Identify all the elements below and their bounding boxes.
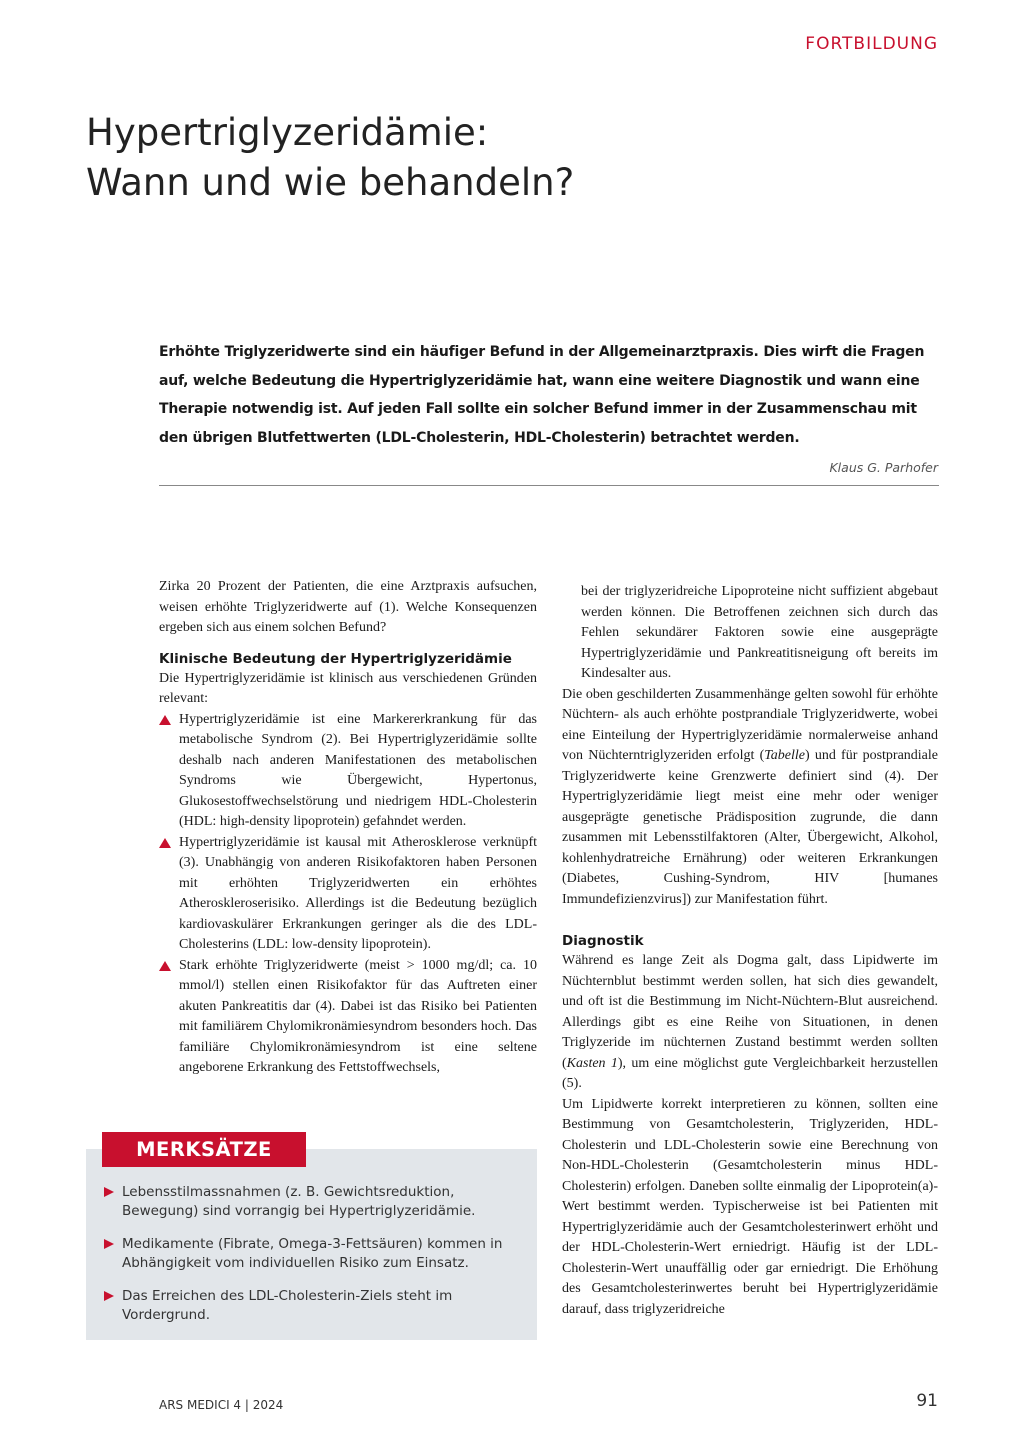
divider (159, 485, 939, 486)
article-title-line-2: Wann und wie behandeln? (86, 161, 575, 204)
section-heading: Klinische Bedeutung der Hypertriglyzeridämie (159, 650, 512, 667)
list-item (159, 710, 537, 833)
key-point-text: Lebensstilmassnahmen (z. B. Gewichtsreduktion, Bewegung) sind vorrangig bei Hypertriglyzeridämie. (122, 1184, 476, 1219)
key-point-text: Medikamente (Fibrate, Omega-3-Fettsäuren) kommen in Abhängigkeit vom individuellen Risiko zum Einsatz. (122, 1236, 503, 1271)
key-point-item (104, 1235, 514, 1273)
body-paragraph (562, 951, 938, 1095)
bullet-list (159, 710, 537, 1079)
journal-footer: ARS MEDICI 4 | 2024 (159, 1398, 284, 1412)
key-point-text: Das Erreichen des LDL-Cholesterin-Ziels steht im Vordergrund. (122, 1288, 453, 1323)
list-item-text: Stark erhöhte Triglyzeridwerte (meist > 1000 mg/dl; ca. 10 mmol/l) stellen einen Risikofaktor für das Auftreten einer akuten Pankreatitis dar (4). Dabei ist das Risiko bei Patienten mit familiärem Chylomikronämiesyndrom besonders hoch. Das familiäre Chylomikronämiesyndrom ist eine seltene angeborene Erkrankung des Fettstoffwechsels, (179, 957, 537, 1075)
body-paragraph (562, 685, 938, 911)
body-paragraph: Um Lipidwerte korrekt interpretieren zu können, sollten eine Bestimmung von Gesamtcholesterin, Triglyzeriden, HDL-Cholesterin und LDL-Cholesterin sowie eine Berechnung von Non-HDL-Cholesterin (Gesamtcholesterin minus HDL-Cholesterin) erfolgen. Daneben sollte einmalig der Lipoprotein(a)-Wert bestimmt werden. Typischerweise ist bei Patienten mit Hypertriglyzeridämie auch der Gesamtcholesterinwert erhöht und der HDL-Cholesterin-Wert erniedrigt. Häufig ist der LDL-Cholesterin-Wert unauffällig oder gar erniedrigt. Die Erhöhung des Gesamtcholesterinwertes beruht bei Hypertriglyzeridämie darauf, dass triglyzeridreiche (562, 1096, 938, 1317)
key-point-item (104, 1287, 514, 1325)
table-reference: Tabelle (764, 748, 805, 763)
intro-paragraph: Zirka 20 Prozent der Patienten, die eine Arztpraxis aufsuchen, weisen erhöhte Triglyzeridwerte auf (1). Welche Konsequenzen ergeben sich aus einem solchen Befund? (159, 579, 537, 635)
body-paragraph: Die Hypertriglyzeridämie ist klinisch aus verschiedenen Gründen relevant: (159, 670, 537, 706)
arrow-bullet-icon (104, 1187, 114, 1197)
author: Klaus G. Parhofer (829, 460, 938, 475)
list-item-text: Hypertriglyzeridämie ist eine Markererkrankung für das metabolische Syndrom (2). Bei Hypertriglyzeridämie sollte deshalb nach anderen Manifestationen des metabolischen Syndroms wie Übergewicht, Hypertonus, Glukosestoffwechselstörung und niedrigem HDL-Cholesterin (HDL: high-density lipoprotein) gefahndet werden. (179, 711, 537, 829)
list-item-text: Hypertriglyzeridämie ist kausal mit Atherosklerose verknüpft (3). Unabhängig von anderen Risikofaktoren haben Personen mit erhöhten Triglyzeridwerten ein erhöhtes Atheroskleroserisiko. Allerdings ist die Bedeutung bezüglich kardiovaskulärer Erkrankungen geringer als die des LDL-Cholesterins (LDL: low-density lipoprotein). (179, 834, 537, 952)
triangle-bullet-icon (159, 715, 171, 725)
text-run: Die oben geschilderten Zusammenhänge gelten sowohl für erhöhte Nüchtern- als auch erhöhte postprandiale Triglyzeridwerte, wobei eine Einteilung der Hypertriglyzeridämie normalerweise anhand von Nüchterntriglyzeriden erfolgt ( (562, 686, 938, 763)
text-run: Während es lange Zeit als Dogma galt, dass Lipidwerte im Nüchternblut bestimmt werden sollen, hat sich dies gewandelt, und oft ist die Bestimmung im Nicht-Nüchtern-Blut ausreichend. Allerdings gibt es eine Reihe von Situationen, in denen Triglyzeride im nüchternen Zustand bestimmt werden sollten ( (562, 953, 938, 1071)
column-right (562, 582, 938, 1320)
key-points-list (104, 1183, 514, 1339)
article-title (86, 108, 886, 208)
section-label: FORTBILDUNG (805, 34, 938, 54)
text-run: ) und für postprandiale Triglyzeridwerte keine Grenzwerte definiert sind (4). Der Hypertriglyzeridämie liegt meist eine mehr oder weniger ausgeprägte genetische Prädisposition zugrunde, die dann zusammen mit Lebensstilfaktoren (Alter, Übergewicht, Alkohol, kohlenhydratreiche Ernährung) oder weiteren Erkrankungen (Diabetes, Cushing-Syndrom, HIV [humanes Immundefizienzvirus]) zur Manifestation führt. (562, 748, 938, 907)
lead-paragraph: Erhöhte Triglyzeridwerte sind ein häufiger Befund in der Allgemeinarztpraxis. Dies wirft die Fragen auf, welche Bedeutung die Hypertriglyzeridämie hat, wann eine weitere Diagnostik und wann eine Therapie notwendig ist. Auf jeden Fall sollte ein solcher Befund immer in der Zusammenschau mit den übrigen Blutfettwerten (LDL-Cholesterin, HDL-Cholesterin) betrachtet werden. (159, 344, 925, 446)
list-item (159, 833, 537, 956)
arrow-bullet-icon (104, 1291, 114, 1301)
continuation-paragraph: bei der triglyzeridreiche Lipoproteine nicht suffizient abgebaut werden können. Die Betroffenen zeichnen sich durch das Fehlen sekundärer Faktoren sowie eine ausgeprägte Hypertriglyzeridämie und Pankreatitisneigung oft bereits im Kindesalter aus. (581, 584, 938, 681)
page-number: 91 (916, 1391, 938, 1411)
list-item (159, 956, 537, 1079)
column-left (159, 577, 537, 1079)
section-heading: Diagnostik (562, 933, 644, 949)
key-point-item (104, 1183, 514, 1221)
key-points-title: MERKSÄTZE (102, 1132, 306, 1167)
arrow-bullet-icon (104, 1239, 114, 1249)
article-title-line-1: Hypertriglyzeridämie: (86, 111, 489, 154)
text-run: ), um eine möglichst gute Vergleichbarkeit herzustellen (5). (562, 1055, 939, 1091)
triangle-bullet-icon (159, 838, 171, 848)
triangle-bullet-icon (159, 961, 171, 971)
box-reference: Kasten 1 (566, 1055, 618, 1071)
